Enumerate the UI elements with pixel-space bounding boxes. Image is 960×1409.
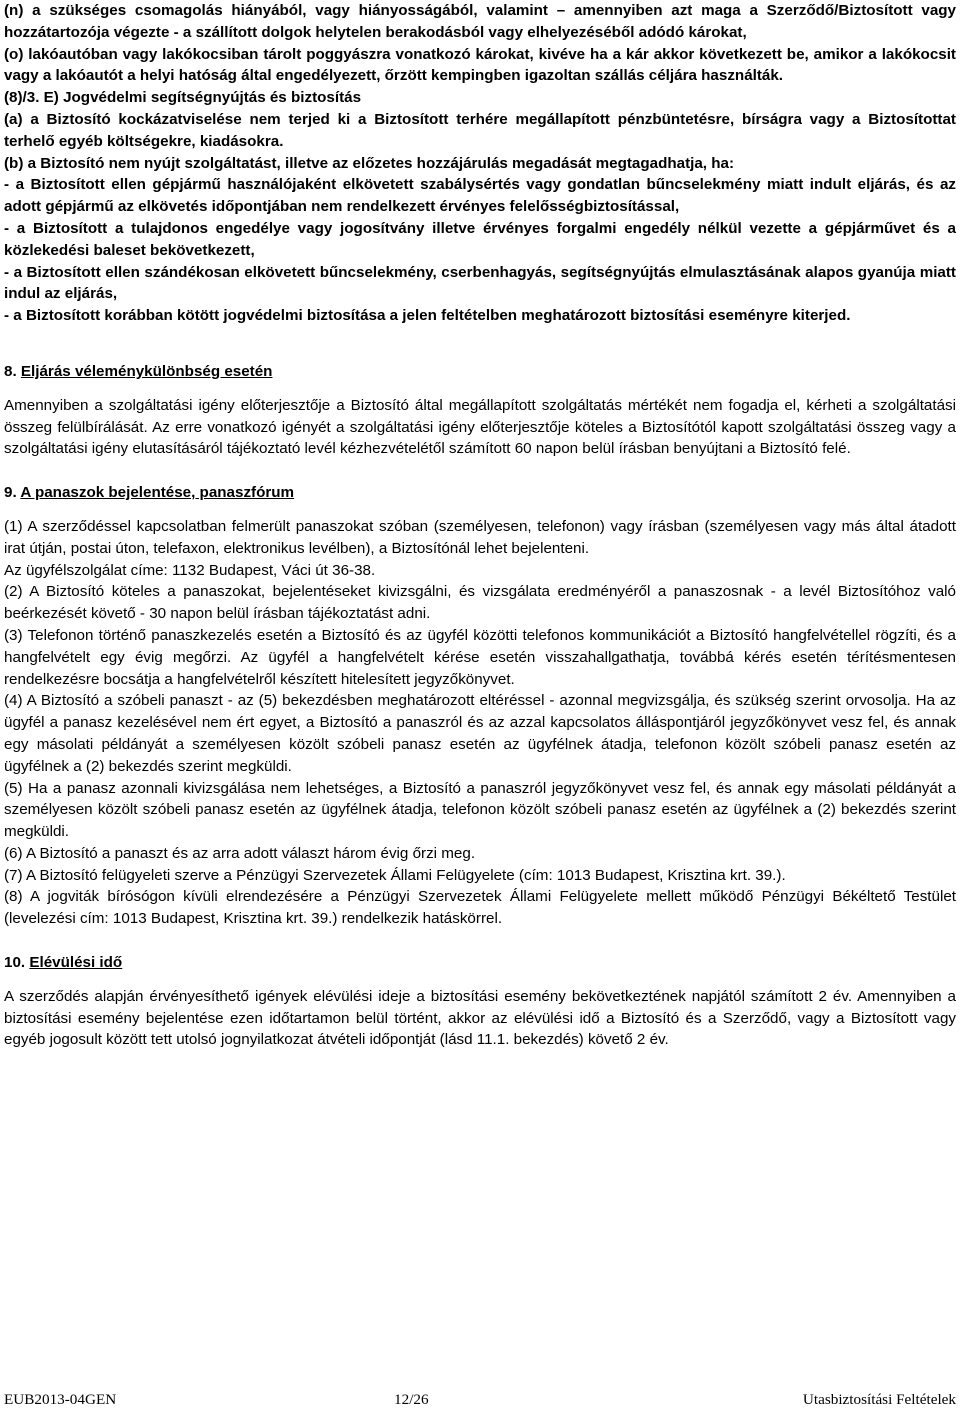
- section-9-paragraph-1: (1) A szerződéssel kapcsolatban felmerült panaszokat szóban (személyesen, telefonon) vagy írásban (személyesen vagy más által átadott irat útján, postai úton, telefaxon, elektronikus levélben), a Biztosítónál lehet bejelenteni.: [4, 517, 956, 557]
- legal-protection-heading: (8)/3. E) Jogvédelmi segítségnyújtás és biztosítás: [4, 89, 362, 107]
- section-9-paragraph-6: (6) A Biztosító a panaszt és az arra adott választ három évig őrzi meg.: [4, 844, 476, 862]
- section-9-heading: [4, 482, 956, 504]
- spacer: [4, 504, 956, 516]
- section-9: [4, 482, 956, 930]
- document-page: [4, 0, 956, 1051]
- section-9-paragraph-8: (8) A jogviták bírósógon kívüli elrendezésére a Pénzügyi Szervezetek Állami Felügyelete mellett működő Pénzügyi Békéltető Testület (levelezési cím: 1013 Budapest, Krisztina krt. 39.) rendelkezik hatáskörrel.: [4, 888, 956, 928]
- exclusions-block: [4, 0, 956, 327]
- spacer: [4, 974, 956, 986]
- section-9-paragraph-7: (7) A Biztosító felügyeleti szerve a Pénzügyi Szervezetek Állami Felügyelete (cím: 1013 Budapest, Krisztina krt. 39.).: [4, 866, 786, 884]
- footer-doc-title: Utasbiztosítási Feltételek: [802, 1391, 956, 1408]
- section-8-heading: [4, 361, 956, 383]
- section-10: [4, 952, 956, 1051]
- section-8-number: 8.: [4, 362, 17, 380]
- section-9-paragraph-3: (3) Telefonon történő panaszkezelés esetén a Biztosító és az ügyfél közötti telefonos kommunikációt a Biztosító hangfelvétellel rögzíti, és a hangfelvételt egy évig megőrzi. Az ügyfél a hangfelvételt kérése esetén visszahallgathatja, továbbá kérés esetén térítésmentesen rendelkezésre bocsátja a hangfelvételről készített hitelesített jegyzőkönyvet.: [4, 626, 956, 688]
- section-9-title: A panaszok bejelentése, panaszfórum: [20, 484, 295, 502]
- page-footer: [4, 1391, 956, 1409]
- legal-protection-dash-2: - a Biztosított a tulajdonos engedélye vagy jogosítvány illetve érvényes forgalmi engedély nélkül vezette a gépjárművet és a közlekedési baleset bekövetkezett,: [4, 219, 956, 259]
- section-8-title: Eljárás véleménykülönbség esetén: [20, 362, 273, 380]
- spacer: [4, 930, 956, 952]
- legal-protection-dash-1: - a Biztosított ellen gépjármű használójaként elkövetett szabálysértés vagy gondatlan bűncselekmény miatt indult eljárás, és az adott gépjármű az elkövetés időpontjában nem rendelkezett érvényes felelősségbiztosítással,: [4, 176, 956, 216]
- spacer: [4, 327, 956, 361]
- section-9-paragraph-4: (4) A Biztosító a szóbeli panaszt - az (5) bekezdésben meghatározott eltéréssel - azonnal megvizsgálja, és szükség szerint orvosolja. Ha az ügyfél a panasz kezelésével nem ért egyet, a Biztosító a panaszról és az azzal kapcsolatos álláspontjáról jegyzőkönyvet vesz fel, és annak egy másolati példányát a személyesen közölt szóbeli panasz esetén az ügyfélnek átadja, telefonon közölt szóbeli panasz esetén az ügyfélnek a (2) bekezdés szerint megküldi.: [4, 692, 956, 775]
- spacer: [4, 460, 956, 482]
- legal-protection-item-a: (a) a Biztosító kockázatviselése nem terjed ki a Biztosított terhére megállapított pénzbüntetésre, bírságra vagy a Biztosítottat terhelő egyéb költségekre, kiadásokra.: [4, 110, 956, 150]
- section-10-number: 10.: [4, 954, 26, 972]
- section-10-title: Elévülési idő: [29, 954, 123, 972]
- legal-protection-dash-3: - a Biztosított ellen szándékosan elkövetett bűncselekmény, cserbenhagyás, segítségnyújtás elmulasztásának alapos gyanúja miatt indul az eljárás,: [4, 263, 956, 303]
- exclusion-item-o: (o) lakóautóban vagy lakókocsiban tárolt poggyászra vonatkozó károkat, kivéve ha a kár akkor következett be, amikor a lakókocsit vagy a lakóautót a helyi hatóság által engedélyezett, őrzött kempingben igazoltan szállás céljára használták.: [4, 45, 956, 85]
- section-10-heading: [4, 952, 956, 974]
- section-8: [4, 361, 956, 460]
- exclusion-item-n: (n) a szükséges csomagolás hiányából, vagy hiányosságából, valamint – amennyiben azt maga a Szerződő/Biztosított vagy hozzátartozója végezte - a szállított dolgok helytelen berakodásból vagy elhelyezéséből adódó károkat,: [4, 2, 956, 41]
- section-9-paragraph-2: (2) A Biztosító köteles a panaszokat, bejelentéseket kivizsgálni, és vizsgálata eredményéről a panaszosnak - a levél Biztosítóhoz való beérkezését követő - 30 napon belül írásban tájékoztatást adni.: [4, 583, 956, 623]
- legal-protection-dash-4: - a Biztosított korábban kötött jogvédelmi biztosítása a jelen feltételben meghatározott biztosítási eseményre kiterjed.: [4, 307, 851, 325]
- legal-protection-item-b: (b) a Biztosító nem nyújt szolgáltatást, illetve az előzetes hozzájárulás megadását megtagadhatja, ha:: [4, 154, 735, 172]
- section-8-body: Amennyiben a szolgáltatási igény előterjesztője a Biztosító által megállapított szolgáltatás mértékét nem fogadja el, kérheti a szolgáltatási összeg felülbírálását. Az erre vonatkozó igényét a szolgáltatási igény előterjesztője köteles a Biztosítótól kapott szolgáltatási összeg vagy a szolgáltatási igény elutasításáról tájékoztató levél kézhezvételétől számított 60 napon belül írásban benyújtani a Biztosító felé.: [4, 396, 956, 458]
- section-9-number: 9.: [4, 484, 17, 502]
- customer-service-address: Az ügyfélszolgálat címe: 1132 Budapest, Váci út 36-38.: [4, 561, 376, 579]
- footer-page-number: 12/26: [394, 1391, 429, 1408]
- section-10-body: A szerződés alapján érvényesíthető igények elévülési ideje a biztosítási esemény bekövetkeztének napjától számított 2 év. Amennyiben a biztosítási esemény bejelentése ezen időtartamon belül történt, akkor az elévülési idő a Biztosító és a Szerződő, vagy a Biztosított vagy egyéb jogosult között tett utolsó jognyilatkozat átvételi időpontját (lásd 11.1. bekezdés) követő 2 év.: [4, 987, 956, 1049]
- spacer: [4, 383, 956, 395]
- section-9-paragraph-5: (5) Ha a panasz azonnali kivizsgálása nem lehetséges, a Biztosító a panaszról jegyzőkönyvet vesz fel, és annak egy másolati példányát a személyesen közölt szóbeli panasz esetén az ügyfélnek átadja, telefonon közölt szóbeli panasz esetén az ügyfélnek a (2) bekezdés szerint megküldi.: [4, 779, 956, 841]
- footer-doc-code: EUB2013-04GEN: [4, 1391, 117, 1408]
